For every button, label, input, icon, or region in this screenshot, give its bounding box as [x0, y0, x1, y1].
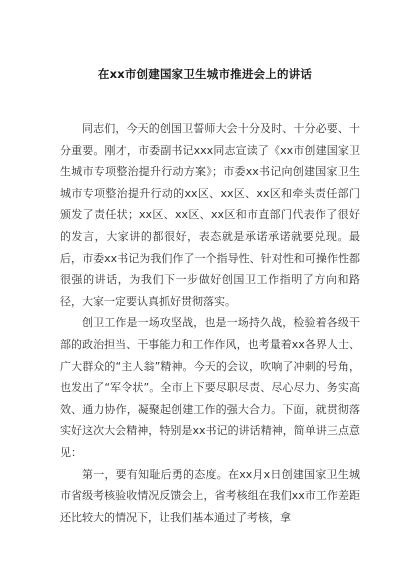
body-paragraph-2: 创卫工作是一场攻坚战，也是一场持久战，检验着各级干部的政治担当、干事能力和工作作风，也考量着xx各界人士、广大群众的“主人翁”精神。今天的会议，吹响了冲刺的号角，也发出了“军令状”。全市上下要尽职尽责、尽心尽力、务实高效、通力协作，凝聚起创建工作的强大合力。下面，就贯彻落实好这次大会精神，特别是xx书记的讲话精神，简单讲三点意见：: [60, 316, 360, 459]
body-paragraph-3: 第一，要有知耻后勇的态度。在xx月x日创建国家卫生城市省级考核验收情况反馈会上，省考核组在我们xx市工作差距还比较大的情况下，让我们基本通过了考核，拿: [60, 467, 360, 524]
document-title: 在xx市创建国家卫生城市推进会上的讲话: [97, 67, 313, 81]
document-body: [60, 118, 360, 528]
body-paragraph-1: 同志们，今天的创国卫誓师大会十分及时、十分必要、十分重要。刚才，市委副书记xxx同志宣读了《xx市创建国家卫生城市专项整治提升行动方案》；市委xx书记向创建国家卫生城市专项整治提升行动的xx区、xx区、xx区和牵头责任部门颁发了责任状；xx区、xx区、xx区和市直部门代表作了很好的发言，大家讲的都很好，表态就是承诺承诺就要兑现。最后，市委xx书记为我们作了一个指导性、针对性和可操作性都很强的讲话，为我们下一步做好创国卫工作指明了方向和路径，大家一定要认真抓好贯彻落实。: [60, 122, 360, 308]
